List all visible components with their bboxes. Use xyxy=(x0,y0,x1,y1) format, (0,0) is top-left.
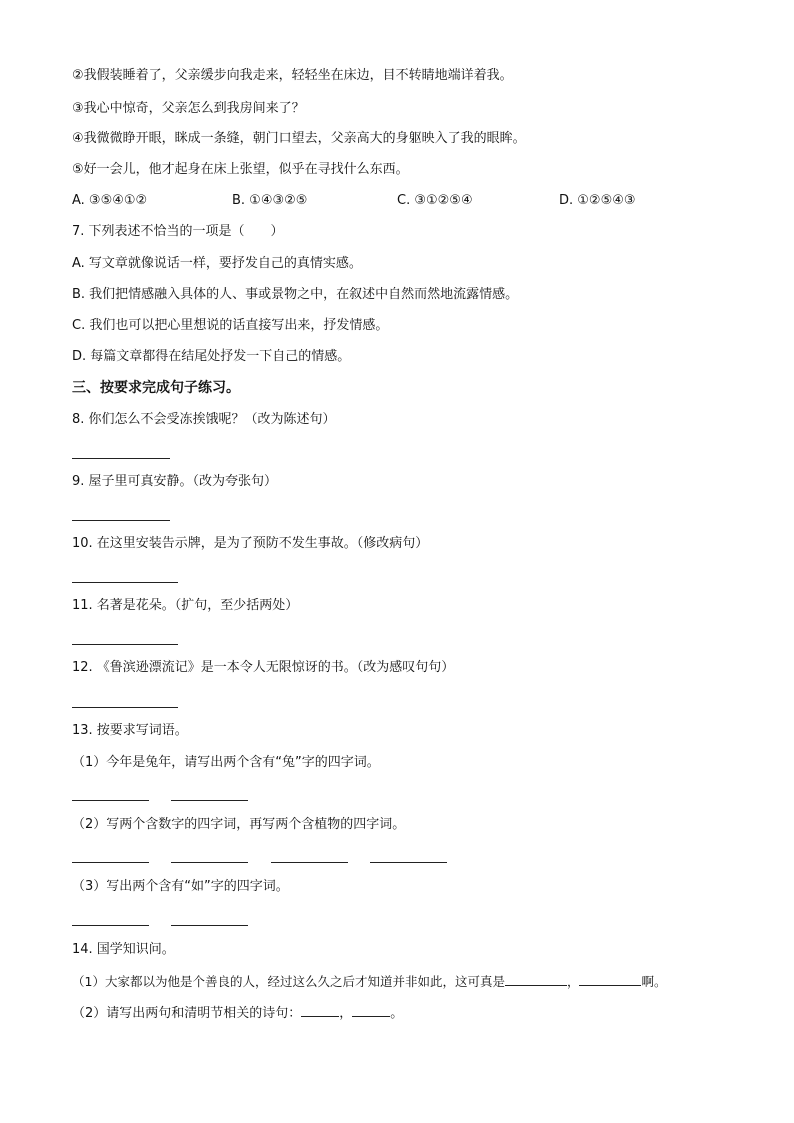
sentence-2: ②我假装睡着了，父亲缓步向我走来，轻轻坐在床边，目不转睛地端详着我。 xyxy=(72,68,513,83)
q14-2-separator: ， xyxy=(339,1006,353,1021)
q9-prompt: 9. 屋子里可真安静。（改为夸张句） xyxy=(72,474,278,489)
q6-options xyxy=(72,191,712,211)
q13-3-blank-1[interactable] xyxy=(72,925,149,926)
q10-answer-blank[interactable] xyxy=(72,582,178,583)
q13-1-blank-2[interactable] xyxy=(171,800,248,801)
q14-part-1 xyxy=(72,971,667,992)
sentence-5: ⑤好一会儿，他才起身在床上张望，似乎在寻找什么东西。 xyxy=(72,162,409,177)
q13-part-2: （2）写两个含数字的四字词，再写两个含植物的四字词。 xyxy=(72,817,406,832)
q13-part-3: （3）写出两个含有“如”字的四字词。 xyxy=(72,879,289,894)
q8-prompt: 8. 你们怎么不会受冻挨饿呢？（改为陈述句） xyxy=(72,412,336,427)
q7-option-c[interactable]: C. 我们也可以把心里想说的话直接写出来，抒发情感。 xyxy=(72,318,389,333)
q11-prompt: 11. 名著是花朵。（扩句，至少括两处） xyxy=(72,598,299,613)
q14-2-blank-2[interactable] xyxy=(352,1002,390,1017)
q12-answer-blank[interactable] xyxy=(72,707,178,708)
q14-1-blank-2[interactable] xyxy=(579,971,641,986)
q9-answer-blank[interactable] xyxy=(72,520,170,521)
q6-option-c[interactable]: C. ③①②⑤④ xyxy=(397,193,473,208)
sentence-3: ③我心中惊奇，父亲怎么到我房间来了？ xyxy=(72,101,305,116)
q7-option-a[interactable]: A. 写文章就像说话一样，要抒发自己的真情实感。 xyxy=(72,256,362,271)
q13-stem: 13. 按要求写词语。 xyxy=(72,723,188,738)
q6-option-b[interactable]: B. ①④③②⑤ xyxy=(232,193,308,208)
q8-answer-blank[interactable] xyxy=(72,458,170,459)
q14-1-blank-1[interactable] xyxy=(505,971,567,986)
q7-option-b[interactable]: B. 我们把情感融入具体的人、事或景物之中，在叙述中自然而然地流露情感。 xyxy=(72,287,519,302)
q14-2-text: （2）请写出两句和清明节相关的诗句： xyxy=(72,1006,302,1021)
q13-part-1: （1）今年是兔年，请写出两个含有“兔”字的四字词。 xyxy=(72,755,380,770)
q11-answer-blank[interactable] xyxy=(72,644,178,645)
sentence-4: ④我微微睁开眼，眯成一条缝，朝门口望去，父亲高大的身躯映入了我的眼眸。 xyxy=(72,131,526,146)
q14-1-text: （1）大家都以为他是个善良的人，经过这么久之后才知道并非如此，这可真是 xyxy=(72,974,505,989)
q14-2-ending: 。 xyxy=(390,1006,404,1021)
q13-1-blank-1[interactable] xyxy=(72,800,149,801)
q6-option-a[interactable]: A. ③⑤④①② xyxy=(72,193,148,208)
q13-2-blank-2[interactable] xyxy=(171,862,248,863)
q13-2-blank-1[interactable] xyxy=(72,862,149,863)
q6-option-d[interactable]: D. ①②⑤④③ xyxy=(559,193,636,208)
q7-option-d[interactable]: D. 每篇文章都得在结尾处抒发一下自己的情感。 xyxy=(72,349,351,364)
q14-part-2 xyxy=(72,1002,403,1024)
q14-2-blank-1[interactable] xyxy=(301,1002,339,1017)
q10-prompt: 10. 在这里安装告示牌，是为了预防不发生事故。（修改病句） xyxy=(72,536,429,551)
q13-2-blank-3[interactable] xyxy=(271,862,348,863)
q14-1-separator: ， xyxy=(566,974,580,989)
q12-prompt: 12. 《鲁滨逊漂流记》是一本令人无限惊讶的书。（改为感叹句句） xyxy=(72,660,455,675)
q7-stem: 7. 下列表述不恰当的一项是（ ） xyxy=(72,224,284,239)
q13-2-blank-4[interactable] xyxy=(370,862,447,863)
q13-3-blank-2[interactable] xyxy=(171,925,248,926)
q14-1-ending: 啊。 xyxy=(641,974,667,989)
section-3-heading: 三、按要求完成句子练习。 xyxy=(72,380,240,396)
q14-stem: 14. 国学知识问。 xyxy=(72,942,175,957)
